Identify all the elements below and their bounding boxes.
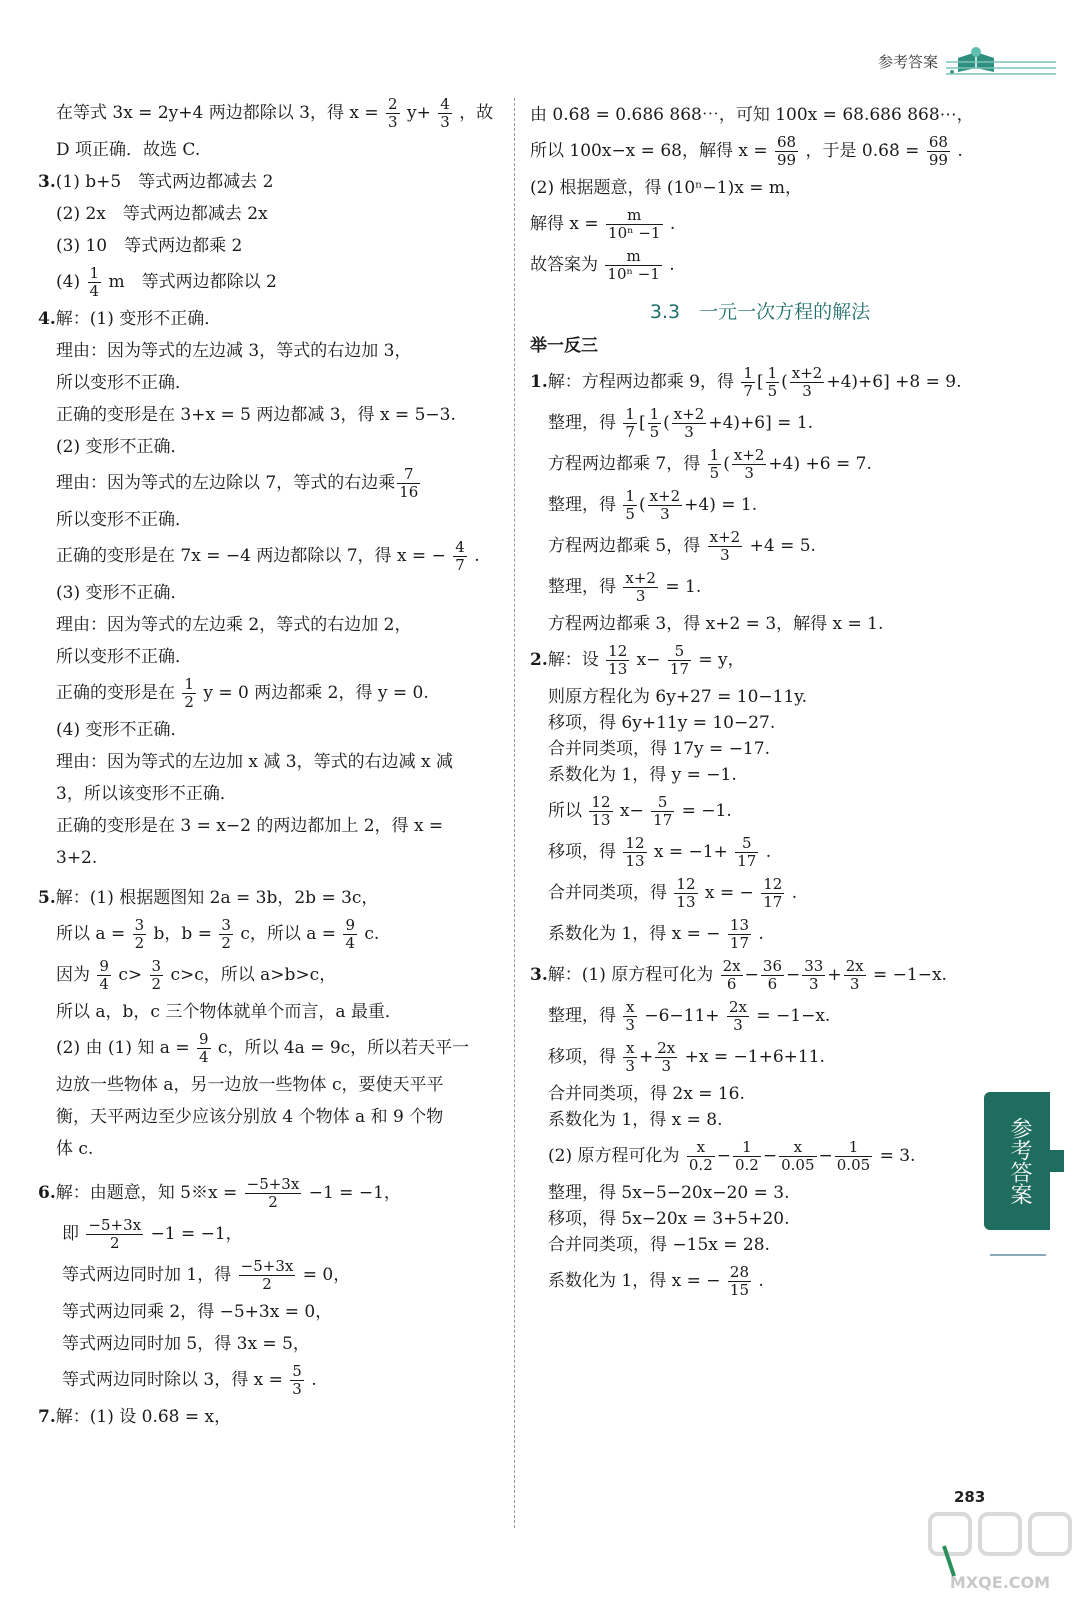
fraction: $\frac{m}{\text{10ⁿ −1}}$	[608, 206, 661, 242]
text: 因为	[56, 965, 90, 985]
text-line	[530, 529, 950, 564]
text: = 3.	[879, 1146, 916, 1166]
text: c，所以 4a = 9c，所以若天平一	[217, 1038, 470, 1058]
fraction: $\frac{12}{13}$	[591, 793, 611, 829]
text: .	[791, 883, 798, 903]
text: 整理，得	[548, 1006, 616, 1026]
text: 即	[62, 1224, 79, 1244]
text: x = −	[704, 883, 754, 903]
text: 系数化为 1，得 x = −	[548, 924, 721, 944]
text-line	[530, 1040, 950, 1075]
fraction: $\frac{5}{17}$	[653, 793, 673, 829]
fraction: $\frac{9}{4}$	[198, 1030, 209, 1066]
text: .	[669, 214, 676, 234]
text-line	[530, 917, 950, 952]
text: 理由：因为等式的左边除以 7，等式的右边乘	[56, 473, 396, 493]
fraction: $\frac{12}{13}$	[676, 875, 696, 911]
side-tab: 参考答案	[984, 1092, 1050, 1230]
question-6	[38, 1176, 506, 1211]
example-1	[530, 364, 962, 400]
text-line: (2) 变形不正确．	[56, 437, 188, 457]
text-line	[38, 958, 506, 993]
text-line: 移项，得 5x−20x = 3+5+20.	[548, 1209, 790, 1229]
column-divider	[514, 98, 515, 1528]
text: c，所以 a =	[240, 924, 337, 944]
fraction: $\frac{2x}{3}$	[845, 957, 864, 993]
left-column	[38, 96, 506, 1430]
text: 移项，得	[548, 842, 616, 862]
text-line: 由 0.6̇8̇ = 0.686 868⋯，可知 100x = 68.686 868⋯，	[530, 105, 974, 125]
question-number: 3.	[530, 965, 548, 985]
text: 解得 x =	[530, 214, 599, 234]
right-column	[530, 96, 974, 1299]
text: m 等式两边都除以 2	[108, 272, 277, 292]
text: ]	[883, 372, 890, 392]
text: −	[744, 965, 759, 985]
example-3	[530, 958, 950, 993]
text-line	[530, 488, 950, 523]
text: .	[765, 842, 772, 862]
text-line: 移项，得 6y+11y = 10−27.	[548, 713, 776, 733]
fraction: $\frac{3}{2}$	[134, 916, 145, 952]
text: [	[638, 413, 646, 433]
text: 系数化为 1，得 x = −	[548, 1271, 721, 1291]
fraction: $\frac{2x}{3}$	[657, 1039, 676, 1075]
text-line: 理由：因为等式的左边加 x 减 3，等式的右边减 x 减	[56, 752, 454, 772]
text-line: 所以变形不正确．	[56, 373, 192, 393]
fraction: $\frac{9}{4}$	[99, 957, 109, 993]
fraction: $\frac{x+2}{3}$	[625, 569, 656, 605]
fraction: $\frac{2x}{3}$	[728, 998, 747, 1034]
text: +4	[826, 372, 852, 392]
text: 解：由题意，知 5※x =	[55, 1183, 238, 1203]
text: .	[758, 1271, 764, 1291]
text: +x = −1+6+11.	[684, 1047, 825, 1067]
text-line: 等式两边同乘 2，得 −5+3x = 0，	[62, 1302, 333, 1322]
text-line: 3+2.	[56, 848, 98, 868]
text-line	[530, 207, 950, 242]
text: = −1−x.	[756, 1006, 831, 1026]
text: )	[851, 372, 859, 392]
text: 移项，得	[548, 1047, 616, 1067]
fraction: $\frac{13}{17}$	[729, 916, 750, 952]
fraction: $\frac{1}{5}$	[709, 446, 720, 482]
text: 方程两边都乘 7，得	[548, 454, 701, 474]
text: +6 = 7.	[805, 454, 872, 474]
fraction: $\frac{x+2}{3}$	[649, 487, 681, 523]
text: 解：方程两边都乘 9，得	[547, 372, 734, 392]
text: −6−11+	[644, 1006, 720, 1026]
fraction: $\frac{2x}{6}$	[722, 957, 741, 993]
text: +	[638, 1047, 654, 1067]
question-number: 1.	[530, 372, 548, 392]
text-line	[38, 1258, 506, 1293]
header-label: 参考答案	[877, 52, 938, 71]
text-line	[38, 1217, 506, 1252]
text: −	[762, 1146, 778, 1166]
fraction: $\frac{7}{16}$	[399, 465, 419, 501]
text: c.	[364, 924, 380, 944]
text: y+	[406, 103, 431, 123]
fraction: $\frac{x}{0.2}$	[688, 1138, 713, 1174]
fraction: $\frac{1}{5}$	[625, 487, 635, 523]
fraction: $\frac{m}{\text{10ⁿ −1}}$	[607, 247, 660, 283]
text-line: 系数化为 1，得 y = −1.	[548, 765, 737, 785]
side-tab-line	[990, 1254, 1046, 1256]
text: x−	[619, 801, 644, 821]
text: −	[716, 1146, 731, 1166]
text-line: (4) 变形不正确．	[56, 720, 188, 740]
text-line	[530, 1139, 950, 1174]
text: +	[827, 965, 842, 985]
text: c>	[118, 965, 143, 985]
fraction: $\frac{x+2}{3}$	[673, 405, 705, 441]
text: y = 0 两边都乘 2，得 y = 0.	[203, 683, 429, 703]
text: 方程两边都乘 5，得	[548, 536, 701, 556]
section-title: 3.3 一元一次方程的解法	[649, 301, 871, 323]
text: 正确的变形是在	[56, 683, 175, 703]
fraction: $\frac{12}{13}$	[608, 642, 628, 678]
text: 解：(1) 根据题图知 2a = 3b，2b = 3c，	[55, 888, 379, 908]
text: .	[474, 546, 480, 566]
text: )	[793, 454, 801, 474]
fraction: $\frac{-5+3x}{2}$	[240, 1257, 294, 1293]
text-line	[38, 539, 506, 574]
fraction: $\frac{36}{6}$	[762, 957, 782, 993]
fraction: $\frac{33}{3}$	[804, 957, 824, 993]
fraction: $\frac{1}{5}$	[649, 405, 660, 441]
text: 整理，得	[548, 495, 616, 515]
text: c>c，所以 a>b>c，	[170, 965, 337, 985]
watermark-logo	[920, 1506, 1080, 1596]
section-subtitle: 举一反三	[530, 336, 598, 356]
fraction: $\frac{1}{0.05}$	[836, 1138, 871, 1174]
question-number: 5.	[38, 888, 56, 908]
question-number: 3.	[38, 172, 56, 192]
text: (2) 由 (1) 知 a =	[56, 1038, 190, 1058]
text: 正确的变形是在 7x = −4 两边都除以 7，得 x = −	[56, 546, 446, 566]
question-number: 6.	[38, 1183, 56, 1203]
text: +4	[768, 454, 794, 474]
question-5	[38, 885, 506, 911]
text: (	[663, 413, 670, 433]
text-line	[38, 466, 506, 501]
fraction: $\frac{3}{2}$	[221, 916, 231, 952]
text: +6	[858, 372, 884, 392]
text: (	[638, 495, 646, 515]
question-3	[38, 169, 506, 195]
fraction: $\frac{1}{5}$	[767, 364, 778, 400]
text-line: 边放一些物体 a，另一边放一些物体 c，要使天平平	[56, 1075, 444, 1095]
fraction: $\frac{x}{3}$	[625, 998, 635, 1034]
text: 整理，得	[548, 413, 616, 433]
svg-text:MXQE.COM: MXQE.COM	[949, 1573, 1051, 1592]
text: 解：设	[547, 650, 599, 670]
text-line: 合并同类项，得 17y = −17.	[548, 739, 770, 759]
text: .	[311, 1370, 317, 1390]
text: 解：(1) 变形不正确．	[55, 309, 222, 329]
text-line: 合并同类项，得 2x = 16.	[548, 1084, 745, 1104]
fraction: $\frac{x}{0.05}$	[781, 1138, 815, 1174]
text: +8 = 9.	[895, 372, 962, 392]
fraction: $\frac{1}{7}$	[743, 364, 753, 400]
text: 在等式 3x = 2y+4 两边都除以 3，得 x =	[56, 103, 379, 123]
text: = −1.	[681, 801, 732, 821]
question-number: 2.	[530, 650, 548, 670]
text-line	[530, 570, 950, 605]
question-number: 7.	[38, 1407, 56, 1427]
text: (1) b+5 等式两边都减去 2	[55, 172, 274, 192]
text-line: (2) 2x 等式两边都减去 2x	[56, 204, 268, 224]
text: ]	[765, 413, 772, 433]
text-line	[38, 96, 506, 131]
fraction: $\frac{1}{0.2}$	[735, 1138, 759, 1174]
text-line	[530, 406, 950, 441]
fraction: $\frac{-5+3x}{2}$	[246, 1175, 300, 1211]
text-line: 系数化为 1，得 x = 8.	[548, 1110, 723, 1130]
text: = y，	[698, 650, 745, 670]
text-line	[530, 999, 950, 1034]
text-line: (2) 根据题意，得 (10ⁿ−1)x = m，	[530, 178, 802, 198]
page-number: 283	[954, 1488, 986, 1506]
example-2	[530, 643, 950, 678]
text: [	[756, 372, 764, 392]
fraction: $\frac{4}{7}$	[455, 538, 465, 574]
fraction: $\frac{5}{17}$	[737, 834, 757, 870]
text-line: 正确的变形是在 3+x = 5 两边都减 3，得 x = 5−3.	[56, 405, 456, 425]
text: 等式两边同时除以 3，得 x =	[62, 1370, 283, 1390]
text-line: 理由：因为等式的左边乘 2，等式的右边加 2，	[56, 615, 412, 635]
text-line: 则原方程化为 6y+27 = 10−11y.	[548, 687, 808, 707]
text-line	[530, 248, 950, 283]
text: )	[709, 495, 716, 515]
text: 所以 a =	[56, 924, 126, 944]
text-line: 衡，天平两边至少应该分别放 4 个物体 a 和 9 个物	[56, 1107, 444, 1127]
side-tab-edge	[1050, 1150, 1064, 1172]
text-line: 体 c.	[56, 1139, 94, 1159]
text-line: (3) 变形不正确．	[56, 583, 188, 603]
text: 所以 100x−x = 68，解得 x =	[530, 141, 768, 161]
fraction: $\frac{x+2}{3}$	[709, 528, 741, 564]
fraction: $\frac{1}{2}$	[184, 675, 194, 711]
text: (	[781, 372, 788, 392]
text-line: 方程两边都乘 3，得 x+2 = 3，解得 x = 1.	[548, 614, 884, 634]
fraction: $\frac{4}{3}$	[440, 95, 450, 131]
text: −	[818, 1146, 833, 1166]
text-line: (3) 10 等式两边都乘 2	[56, 236, 243, 256]
text-line	[530, 794, 950, 829]
text: 故答案为	[530, 255, 598, 275]
text: .	[957, 141, 963, 161]
text-line: 所以变形不正确．	[56, 510, 192, 530]
text: = 0，	[302, 1265, 351, 1285]
text: b，b =	[153, 924, 212, 944]
text-line	[38, 1031, 506, 1066]
fraction: $\frac{5}{3}$	[292, 1362, 302, 1398]
text-line: 合并同类项，得 −15x = 28.	[548, 1235, 770, 1255]
text: = −1−x.	[873, 965, 947, 985]
text: )	[733, 413, 741, 433]
fraction: $\frac{9}{4}$	[345, 916, 355, 952]
text: x−	[636, 650, 661, 670]
text-line: 整理，得 5x−5−20x−20 = 3.	[548, 1183, 790, 1203]
fraction: $\frac{28}{15}$	[729, 1263, 750, 1299]
fraction: $\frac{2}{3}$	[388, 95, 398, 131]
text-line	[530, 876, 950, 911]
fraction: $\frac{-5+3x}{2}$	[88, 1216, 142, 1252]
fraction: $\frac{12}{17}$	[763, 875, 783, 911]
text: .	[758, 924, 764, 944]
text: +4	[708, 413, 734, 433]
text-line	[38, 917, 506, 952]
fraction: $\frac{x+2}{3}$	[791, 364, 823, 400]
text-line: 所以 a，b，c 三个物体就单个而言，a 最重．	[56, 1002, 402, 1022]
fraction: $\frac{68}{99}$	[928, 133, 948, 169]
text: 解：(1) 设 0.6̇8̇ = x，	[55, 1407, 232, 1427]
text-line	[38, 676, 506, 711]
fraction: $\frac{12}{13}$	[625, 834, 645, 870]
text-line	[530, 835, 950, 870]
text: 整理，得	[548, 577, 616, 597]
text-line: D 项正确．故选 C.	[56, 140, 201, 160]
fraction: $\frac{1}{7}$	[625, 405, 635, 441]
text: (4)	[56, 272, 81, 292]
question-4	[38, 306, 506, 332]
question-number: 4.	[38, 309, 56, 329]
text: = 1.	[721, 495, 758, 515]
text: (2) 原方程可化为	[548, 1146, 680, 1166]
text: ，故	[459, 103, 494, 123]
fraction: $\frac{x}{3}$	[625, 1039, 635, 1075]
fraction: $\frac{x+2}{3}$	[733, 446, 765, 482]
text: 解：(1) 原方程可化为	[547, 965, 714, 985]
text: ，于是 0.6̇8̇ =	[805, 141, 920, 161]
text: +4 = 5.	[749, 536, 816, 556]
text: 合并同类项，得	[548, 883, 667, 903]
text: = 1.	[665, 577, 702, 597]
text-line	[38, 265, 506, 300]
text-line: 等式两边同时加 5，得 3x = 5，	[62, 1334, 310, 1354]
text-line: 理由：因为等式的左边减 3，等式的右边加 3，	[56, 341, 412, 361]
question-7	[38, 1404, 506, 1430]
text: −1 = −1，	[150, 1224, 243, 1244]
text: 等式两边同时加 1，得	[62, 1265, 232, 1285]
text: = 1.	[777, 413, 814, 433]
text-line	[530, 133, 963, 169]
fraction: $\frac{5}{17}$	[669, 642, 689, 678]
text-line: 3，所以该变形不正确．	[56, 784, 237, 804]
text-line	[530, 1264, 950, 1299]
fraction: $\frac{68}{99}$	[777, 133, 797, 169]
text: 所以	[548, 801, 582, 821]
text: .	[669, 255, 675, 275]
text: (	[723, 454, 730, 474]
text: x = −1+	[653, 842, 728, 862]
text: −	[786, 965, 801, 985]
text: +4	[684, 495, 710, 515]
header-decoration-lines	[946, 56, 1056, 82]
fraction: $\frac{3}{2}$	[151, 957, 162, 993]
text-line	[38, 1363, 506, 1398]
text-line: 所以变形不正确．	[56, 647, 192, 667]
text: +6	[740, 413, 766, 433]
fraction: $\frac{1}{4}$	[89, 264, 100, 300]
text-line: 正确的变形是在 3 = x−2 的两边都加上 2，得 x =	[56, 816, 444, 836]
text: −1 = −1，	[308, 1183, 401, 1203]
text-line	[530, 447, 950, 482]
